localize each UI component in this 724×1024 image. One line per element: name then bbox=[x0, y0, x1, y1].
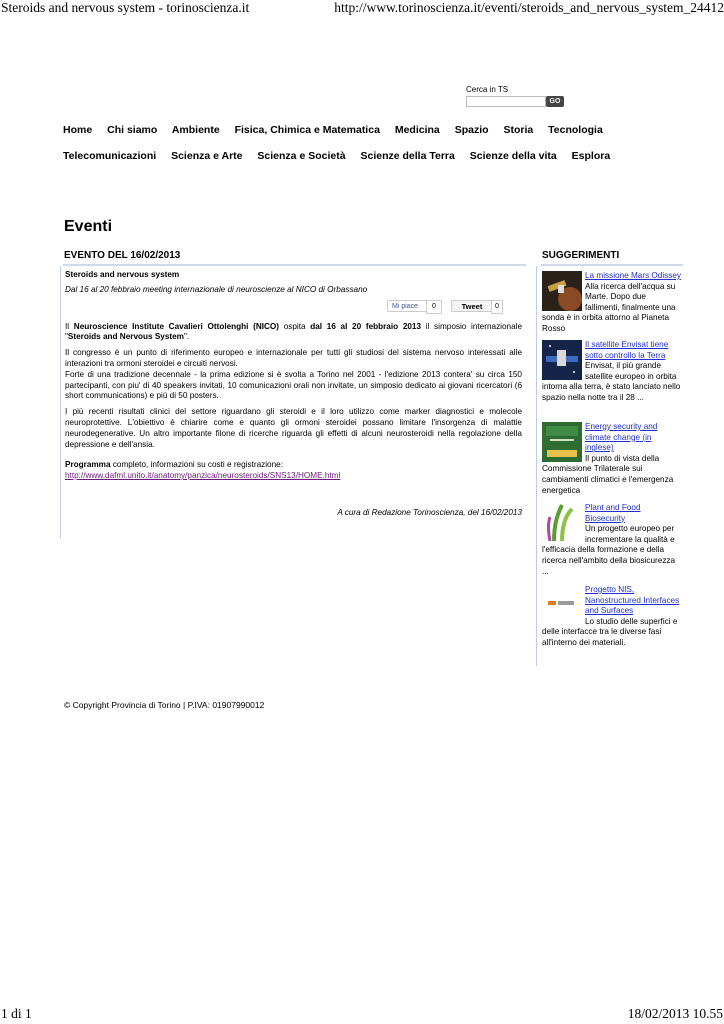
event-heading: EVENTO DEL 16/02/2013 bbox=[64, 250, 181, 261]
main-border bbox=[60, 266, 61, 538]
nav-item-spazio[interactable]: Spazio bbox=[454, 124, 489, 136]
nav-item-medicina[interactable]: Medicina bbox=[394, 124, 440, 136]
like-count: 0 bbox=[426, 300, 442, 314]
suggestion-title[interactable]: Plant and Food Biosecurity bbox=[585, 503, 641, 523]
suggestion-title[interactable]: Energy security and climate change (in inglese) bbox=[585, 422, 658, 453]
program-link[interactable]: http://www.dafml.unito.it/anatomy/panzica/neurosteroids/SNS13/HOME.html bbox=[65, 471, 341, 481]
facebook-like-button[interactable]: Mi piace bbox=[387, 300, 435, 312]
nav-item-home[interactable]: Home bbox=[63, 124, 93, 136]
search-label: Cerca in TS bbox=[466, 85, 509, 94]
nav-item-storia[interactable]: Storia bbox=[503, 124, 534, 136]
event-article bbox=[65, 270, 522, 519]
tweet-button[interactable]: Tweet bbox=[451, 300, 493, 312]
satellite-thumbnail-icon[interactable] bbox=[542, 340, 582, 380]
nis-logo-thumbnail-icon[interactable] bbox=[542, 585, 582, 625]
article-paragraph: Forte di una tradizione decennale - la prima edizione si è svolta a Torino nel 2001 - l'edizione 2013 contera' su circa 150 partecipanti, con piu' di 40 speakers invitati, 10 comunicazioni orali non invitate, un simposio dedicato ai giovani ricercatori (6 short communications) e più di 50 posters. bbox=[65, 369, 522, 401]
plant-thumbnail-icon[interactable] bbox=[542, 503, 582, 543]
article-paragraph-intro: Il Neuroscience Institute Cavalieri Ottolenghi (NICO) ospita dal 16 al 20 febbraio 2013 il simposio internazionale "Steroids and Nervous System". bbox=[65, 321, 523, 342]
search-box bbox=[466, 85, 566, 108]
nav-item-chi-siamo[interactable]: Chi siamo bbox=[107, 124, 158, 136]
print-header bbox=[0, 0, 724, 18]
suggestion-item bbox=[542, 422, 682, 496]
suggestion-text: Envisat, il più grande satellite europeo in orbita intorna alla terra, è stato lanciato nello spazio nella notte tra il 28 ... bbox=[542, 361, 681, 402]
suggestion-title[interactable]: Progetto NIS, Nanostructured Interfaces and Surfaces bbox=[585, 585, 680, 616]
article-paragraph: Il congresso è un punto di riferimento europeo e internazionale per tutti gli studiosi del sistema nervoso interessati alle interazioni tra ormoni steroidei e circuiti nervosi. bbox=[65, 348, 522, 368]
suggestion-text: Lo studio delle superfici e delle interfacce tra le diverse fasi all'interno dei materiali. bbox=[542, 616, 678, 647]
nav-item-telecomunicazioni[interactable]: Telecomunicazioni bbox=[63, 150, 157, 162]
print-footer bbox=[0, 1006, 724, 1024]
article-title: Steroids and nervous system bbox=[65, 270, 180, 279]
tweet-count: 0 bbox=[491, 300, 503, 314]
suggestion-item bbox=[542, 585, 682, 649]
search-go-button[interactable]: GO bbox=[546, 96, 564, 107]
suggestion-item bbox=[542, 340, 682, 404]
suggestion-text: Il punto di vista della Commissione Trilaterale sui cambiamenti climatici e l'emergenza energetica bbox=[542, 453, 674, 495]
social-buttons bbox=[65, 300, 522, 316]
nav-item-ambiente[interactable]: Ambiente bbox=[171, 124, 220, 136]
article-subtitle: Dal 16 al 20 febbraio meeting internazionale di neuroscienze al NICO di Orbassano bbox=[65, 284, 368, 294]
nav-item-scienze-vita[interactable]: Scienze della vita bbox=[469, 150, 557, 162]
main-nav-secondary bbox=[63, 150, 622, 162]
main-nav-primary bbox=[63, 124, 615, 136]
article-paragraph: I più recenti risultati clinici del settore riguardano gli steroidi e il loro utilizzo come marker diagnostici e molecole neuroprotettive. L'obiettivo è chiarire come e quanto gli ormoni steroidei possano limitare l'insorgenza di malattie neurodegenerative. Un altro importante filone di ricerche riguarda gli effetti di alcuni neurosteroidi nella regolazione della depressione e dell'ansia. bbox=[65, 407, 522, 449]
article-credit: A cura di Redazione Torinoscienza, del 16/02/2013 bbox=[337, 507, 522, 517]
suggestion-text: Un progetto europeo per incrementare la qualità e l'efficacia della formazione e della ricerca nell'ambito della biosicurezza ... bbox=[542, 524, 676, 576]
print-page-url: http://www.torinoscienza.it/eventi/steroids_and_nervous_system_24412 bbox=[334, 0, 724, 15]
page-title: Eventi bbox=[64, 218, 113, 235]
print-page-number: 1 di 1 bbox=[1, 1006, 32, 1021]
suggestions-divider bbox=[541, 264, 683, 266]
suggestion-item bbox=[542, 271, 682, 335]
suggestion-item bbox=[542, 503, 682, 577]
suggestions-heading: SUGGERIMENTI bbox=[542, 250, 620, 261]
book-cover-thumbnail-icon[interactable] bbox=[542, 422, 582, 462]
print-datetime: 18/02/2013 10.55 bbox=[627, 1006, 723, 1021]
mars-probe-thumbnail-icon[interactable] bbox=[542, 271, 582, 311]
nav-item-fisica[interactable]: Fisica, Chimica e Matematica bbox=[234, 124, 380, 136]
search-input[interactable] bbox=[466, 96, 546, 107]
suggestion-text: Alla ricerca dell'acqua su Marte. Dopo due fallimenti, finalmente una sonda è in orbita attorno al Pianeta Rosso bbox=[542, 281, 676, 333]
nav-item-scienze-terra[interactable]: Scienze della Terra bbox=[360, 150, 455, 162]
print-page-title: Steroids and nervous system - torinoscienza.it bbox=[1, 0, 250, 15]
suggestion-title[interactable]: La missione Mars Odissey bbox=[585, 271, 682, 280]
main-divider bbox=[63, 264, 526, 266]
copyright-footer: © Copyright Provincia di Torino | P.IVA: 01907990012 bbox=[64, 700, 265, 710]
suggestion-title[interactable]: Il satellite Envisat tiene sotto controllo la Terra bbox=[585, 340, 669, 360]
nav-item-tecnologia[interactable]: Tecnologia bbox=[548, 124, 603, 136]
suggestions-border bbox=[536, 266, 537, 666]
nav-item-esplora[interactable]: Esplora bbox=[571, 150, 611, 162]
nav-item-scienza-arte[interactable]: Scienza e Arte bbox=[171, 150, 243, 162]
program-paragraph: Programma completo, informazioni su costi e registrazione: http://www.dafml.unito.it/anatomy/panzica/neurosteroids/SNS13/HOME.html bbox=[65, 460, 341, 481]
nav-item-scienza-societa[interactable]: Scienza e Società bbox=[257, 150, 346, 162]
